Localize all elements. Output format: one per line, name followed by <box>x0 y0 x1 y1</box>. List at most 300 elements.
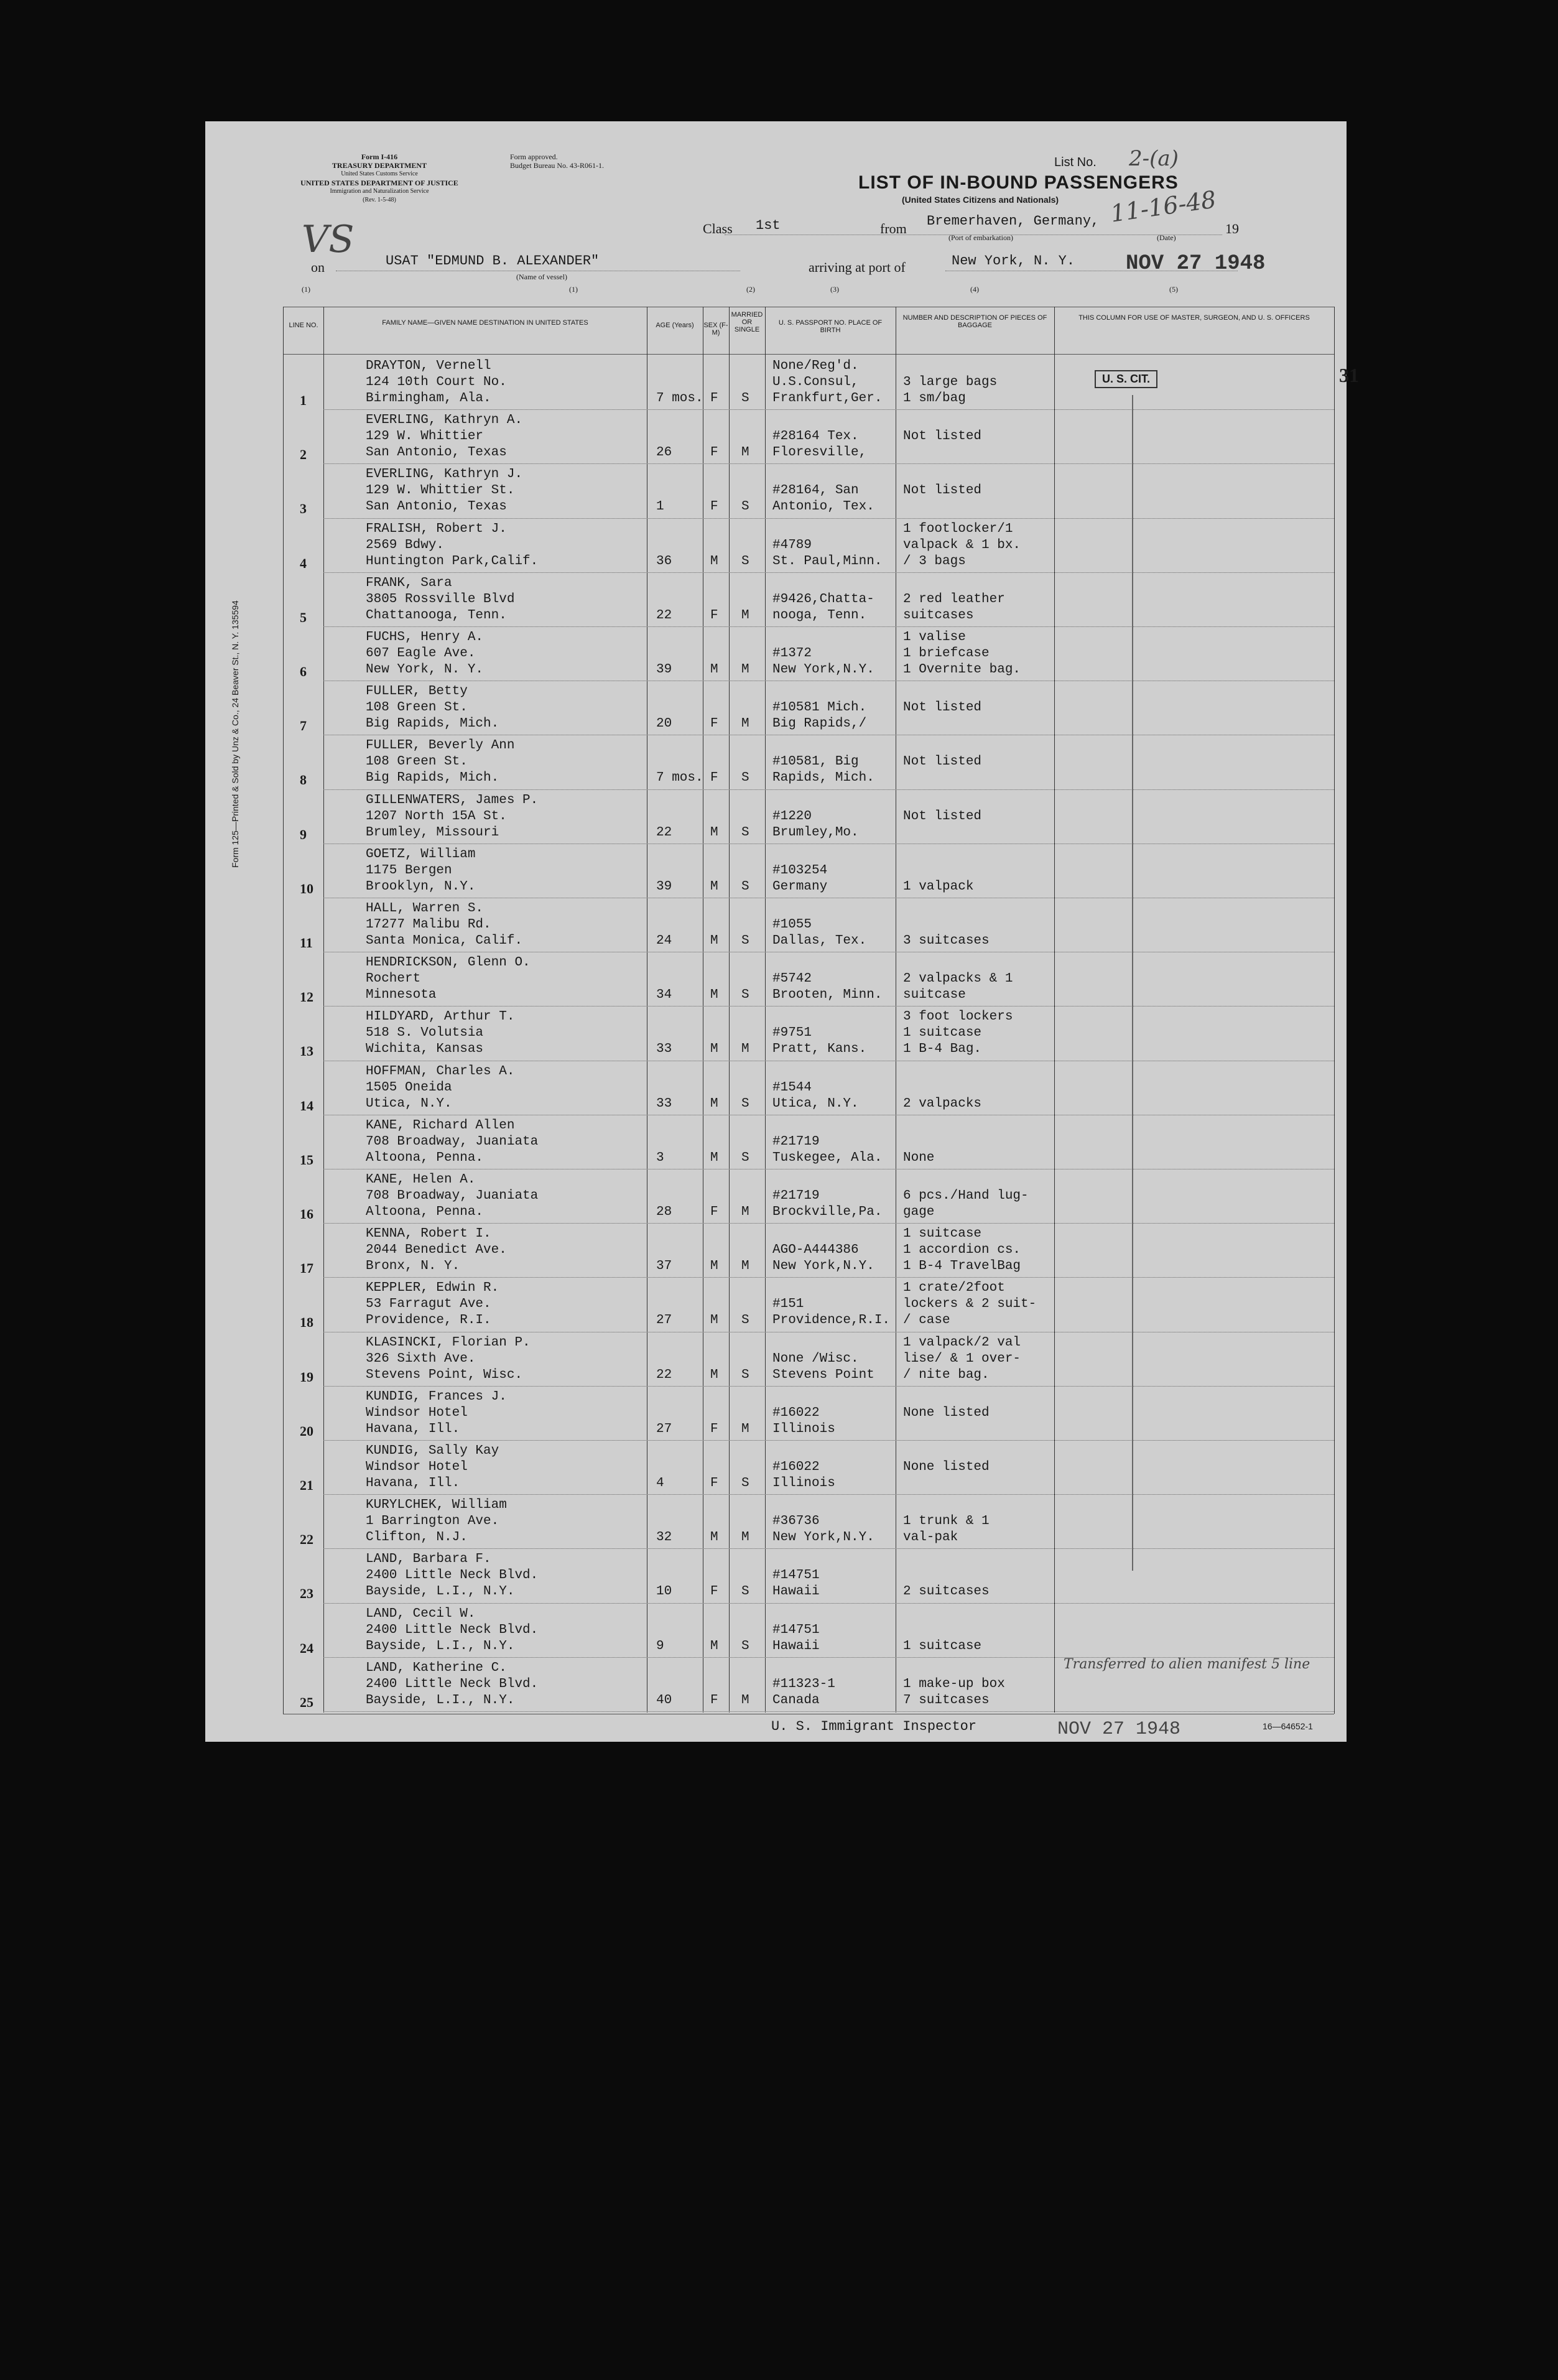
header-officers: THIS COLUMN FOR USE OF MASTER, SURGEON, AND U. S. OFFICERS <box>1078 314 1310 322</box>
baggage-line-3: 3 suitcases <box>903 934 990 948</box>
destination: Brooklyn, N.Y. <box>366 879 476 894</box>
street-address: 2044 Benedict Ave. <box>366 1243 507 1258</box>
line-number: 17 <box>300 1260 313 1276</box>
passport-number: #11323-1 <box>772 1676 835 1691</box>
age: 24 <box>656 934 672 948</box>
date-caption: (Date) <box>1157 233 1176 242</box>
marital-status: S <box>741 771 749 786</box>
passport-number: #16022 <box>772 1460 820 1474</box>
passenger-name: HALL, Warren S. <box>366 901 484 916</box>
passenger-name: KEPPLER, Edwin R. <box>366 1281 499 1296</box>
street-address: 53 Farragut Ave. <box>366 1297 491 1312</box>
line-number: 8 <box>300 772 307 788</box>
line-number: 15 <box>300 1151 313 1168</box>
passenger-name: FULLER, Betty <box>366 684 468 699</box>
place-of-birth: Germany <box>772 879 828 894</box>
age: 37 <box>656 1259 672 1274</box>
passenger-name: LAND, Barbara F. <box>366 1552 491 1567</box>
age: 40 <box>656 1693 672 1708</box>
line-number: 18 <box>300 1314 313 1331</box>
sex: F <box>710 391 718 406</box>
printer-credit: Form 125—Printed & Sold by Unz & Co., 24 Beaver St., N. Y. 135594 <box>230 600 240 868</box>
sex: M <box>710 554 718 569</box>
passenger-name: KUNDIG, Frances J. <box>366 1389 507 1404</box>
header-married: MARRIED OR SINGLE <box>731 311 763 333</box>
destination: New York, N. Y. <box>366 662 484 677</box>
passenger-name: GILLENWATERS, James P. <box>366 793 539 807</box>
sex: F <box>710 1476 718 1490</box>
revision: (Rev. 1-5-48) <box>363 197 396 203</box>
destination: Santa Monica, Calif. <box>366 934 523 948</box>
document-title: LIST OF IN-BOUND PASSENGERS <box>858 172 1179 193</box>
header-passport: U. S. PASSPORT NO. PLACE OF BIRTH <box>778 319 883 334</box>
baggage-line-3: 1 sm/bag <box>903 391 966 406</box>
baggage-line-1: 1 valise <box>903 630 966 644</box>
passport-number: #1220 <box>772 809 812 824</box>
passenger-name: FRANK, Sara <box>366 575 452 590</box>
line-number: 4 <box>300 555 307 571</box>
baggage-line-3: 2 valpacks <box>903 1096 982 1111</box>
place-of-birth: Pratt, Kans. <box>772 1042 867 1057</box>
table-row <box>323 1386 1334 1387</box>
street-address: 1207 North 15A St. <box>366 809 507 824</box>
budget-bureau: Budget Bureau No. 43-R061-1. <box>510 161 604 170</box>
marital-status: S <box>741 879 749 894</box>
marital-status: M <box>741 1259 749 1274</box>
line-number: 7 <box>300 718 307 734</box>
baggage-line-1: 1 suitcase <box>903 1227 982 1242</box>
passport-number: #28164, San <box>772 483 859 498</box>
baggage-line-2: 2 red leather <box>903 592 1005 607</box>
street-address: 326 Sixth Ave. <box>366 1351 476 1366</box>
marital-status: M <box>741 1693 749 1708</box>
table-row <box>323 1223 1334 1224</box>
sex: M <box>710 1259 718 1274</box>
col-num-4: (4) <box>970 285 979 294</box>
passenger-name: DRAYTON, Vernell <box>366 359 491 373</box>
baggage-line-2: 1 briefcase <box>903 646 990 661</box>
marital-status: S <box>741 1313 749 1328</box>
age: 4 <box>656 1476 664 1490</box>
place-of-birth: Providence,R.I. <box>772 1313 891 1328</box>
baggage-line-2: lockers & 2 suit- <box>903 1297 1037 1312</box>
destination: Bayside, L.I., N.Y. <box>366 1639 515 1653</box>
marital-status: S <box>741 825 749 840</box>
street-address: 124 10th Court No. <box>366 375 507 389</box>
col-num-1: (1) <box>302 285 310 294</box>
passport-number: #10581, Big <box>772 755 859 769</box>
baggage-line-2: 1 accordion cs. <box>903 1243 1021 1258</box>
line-number: 19 <box>300 1369 313 1385</box>
treasury-dept: TREASURY DEPARTMENT <box>332 161 427 170</box>
baggage-line-3: gage <box>903 1205 935 1219</box>
street-address: 2569 Bdwy. <box>366 537 445 552</box>
passenger-name: KURYLCHEK, William <box>366 1498 507 1513</box>
passport-number: #5742 <box>772 972 812 987</box>
age: 34 <box>656 988 672 1003</box>
baggage-line-2: 2 valpacks & 1 <box>903 972 1013 987</box>
age: 33 <box>656 1096 672 1111</box>
passenger-name: KLASINCKI, Florian P. <box>366 1335 531 1350</box>
sex: M <box>710 662 718 677</box>
document-subtitle: (United States Citizens and Nationals) <box>902 195 1059 205</box>
line-number: 24 <box>300 1640 313 1656</box>
place-of-birth: nooga, Tenn. <box>772 608 867 623</box>
vessel-name: USAT "EDMUND B. ALEXANDER" <box>386 253 600 269</box>
baggage-line-3: 1 B-4 Bag. <box>903 1042 982 1057</box>
sex: M <box>710 1530 718 1545</box>
baggage-line-2: 1 trunk & 1 <box>903 1514 990 1529</box>
street-address: Windsor Hotel <box>366 1460 468 1474</box>
street-address: 708 Broadway, Juaniata <box>366 1134 539 1149</box>
marital-status: S <box>741 988 749 1003</box>
destination: Chattanooga, Tenn. <box>366 608 507 623</box>
baggage-line-2: Not listed <box>903 429 982 444</box>
vessel-caption: (Name of vessel) <box>516 272 567 281</box>
line-number: 1 <box>300 393 307 408</box>
table-row <box>323 789 1334 790</box>
destination: Big Rapids, Mich. <box>366 717 499 732</box>
place-of-birth: Rapids, Mich. <box>772 771 874 786</box>
passenger-name: EVERLING, Kathryn J. <box>366 467 523 482</box>
page-number: 31 <box>1339 364 1359 386</box>
table-row <box>323 518 1334 519</box>
street-address: 108 Green St. <box>366 700 468 715</box>
destination: Big Rapids, Mich. <box>366 771 499 786</box>
inspector-label: U. S. Immigrant Inspector <box>771 1719 977 1734</box>
embark-port-value: Bremerhaven, Germany, <box>927 213 1100 229</box>
line-number: 13 <box>300 1043 313 1059</box>
passenger-name: KENNA, Robert I. <box>366 1227 491 1242</box>
sex: M <box>710 1367 718 1382</box>
sex: F <box>710 445 718 460</box>
passport-number: None /Wisc. <box>772 1351 859 1366</box>
place-of-birth: Brumley,Mo. <box>772 825 859 840</box>
from-label: from <box>880 221 907 236</box>
age: 22 <box>656 608 672 623</box>
line-number: 11 <box>300 935 313 951</box>
passport-number: #9426,Chatta- <box>772 592 874 607</box>
table-row <box>323 1277 1334 1278</box>
line-number: 14 <box>300 1097 313 1113</box>
place-of-birth: Antonio, Tex. <box>772 500 874 514</box>
col-num-2: (2) <box>746 285 755 294</box>
table-row <box>323 1548 1334 1549</box>
table-row <box>323 1494 1334 1495</box>
table-row <box>323 572 1334 573</box>
baggage-line-2: 1 make-up box <box>903 1676 1005 1691</box>
age: 20 <box>656 717 672 732</box>
marital-status: M <box>741 608 749 623</box>
transfer-annotation: Transferred to alien manifest 5 line <box>1064 1657 1310 1672</box>
street-address: 129 W. Whittier St. <box>366 483 515 498</box>
destination: Bayside, L.I., N.Y. <box>366 1584 515 1599</box>
age: 1 <box>656 500 664 514</box>
place-of-birth: Frankfurt,Ger. <box>772 391 883 406</box>
passport-number: #16022 <box>772 1405 820 1420</box>
sex: F <box>710 1421 718 1436</box>
passport-number: #36736 <box>772 1514 820 1529</box>
destination: Birmingham, Ala. <box>366 391 491 406</box>
table-row <box>323 1711 1334 1712</box>
passport-number: #1372 <box>772 646 812 661</box>
marital-status: S <box>741 1639 749 1653</box>
passport-number: #1055 <box>772 918 812 932</box>
class-value: 1st <box>756 218 781 233</box>
marital-status: S <box>741 1367 749 1382</box>
street-address: 1 Barrington Ave. <box>366 1514 499 1529</box>
destination: Minnesota <box>366 988 437 1003</box>
sex: M <box>710 1639 718 1653</box>
destination: Havana, Ill. <box>366 1476 460 1490</box>
print-number: 16—64652-1 <box>1263 1721 1313 1731</box>
sex: M <box>710 934 718 948</box>
form-info <box>299 152 460 205</box>
destination: Providence, R.I. <box>366 1313 491 1328</box>
line-number: 21 <box>300 1477 313 1493</box>
form-approved: Form approved. <box>510 152 558 161</box>
sex: M <box>710 1150 718 1165</box>
passenger-name: KANE, Richard Allen <box>366 1118 515 1133</box>
arrival-date-stamp: NOV 27 1948 <box>1126 252 1266 276</box>
sex: F <box>710 1205 718 1219</box>
street-address: 17277 Malibu Rd. <box>366 918 491 932</box>
sex: M <box>710 879 718 894</box>
baggage-line-3: 1 valpack <box>903 879 974 894</box>
street-address: 1175 Bergen <box>366 863 452 878</box>
destination: Altoona, Penna. <box>366 1205 484 1219</box>
approval-info <box>510 152 604 170</box>
destination: Altoona, Penna. <box>366 1150 484 1165</box>
place-of-birth: Dallas, Tex. <box>772 934 867 948</box>
baggage-line-3: 1 B-4 TravelBag <box>903 1259 1021 1274</box>
justice-dept: UNITED STATES DEPARTMENT OF JUSTICE <box>300 179 458 187</box>
passport-number: #151 <box>772 1297 804 1312</box>
baggage-line-3: 1 suitcase <box>903 1639 982 1653</box>
sex: F <box>710 608 718 623</box>
place-of-birth: Big Rapids,/ <box>772 717 867 732</box>
age: 10 <box>656 1584 672 1599</box>
destination: Clifton, N.J. <box>366 1530 468 1545</box>
passport-number: #21719 <box>772 1134 820 1149</box>
place-of-birth: Brockville,Pa. <box>772 1205 883 1219</box>
street-address: 708 Broadway, Juaniata <box>366 1189 539 1203</box>
passport-number: #103254 <box>772 863 828 878</box>
passport-number: #4789 <box>772 537 812 552</box>
baggage-line-2: Not listed <box>903 755 982 769</box>
on-label: on <box>311 259 325 275</box>
passenger-name: FRALISH, Robert J. <box>366 521 507 536</box>
street-address: 518 S. Volutsia <box>366 1026 484 1041</box>
line-number: 25 <box>300 1694 313 1710</box>
sex: F <box>710 1584 718 1599</box>
passenger-name: FULLER, Beverly Ann <box>366 738 515 753</box>
baggage-line-3: None <box>903 1150 935 1165</box>
place-of-birth: Hawaii <box>772 1584 820 1599</box>
passenger-name: LAND, Katherine C. <box>366 1660 507 1675</box>
col-num-1b: (1) <box>569 285 578 294</box>
marital-status: M <box>741 1205 749 1219</box>
baggage-line-3: 2 suitcases <box>903 1584 990 1599</box>
marital-status: S <box>741 391 749 406</box>
baggage-line-1: 1 valpack/2 val <box>903 1335 1021 1350</box>
age: 36 <box>656 554 672 569</box>
marital-status: S <box>741 1476 749 1490</box>
baggage-line-3: 7 suitcases <box>903 1693 990 1708</box>
destination: Havana, Ill. <box>366 1421 460 1436</box>
arrival-port-value: New York, N. Y. <box>952 253 1075 269</box>
embark-date-value: 11-16-48 <box>1108 185 1218 228</box>
baggage-line-2: 3 large bags <box>903 375 998 389</box>
check-line <box>1132 395 1133 1571</box>
age: 26 <box>656 445 672 460</box>
baggage-line-2: None listed <box>903 1405 990 1420</box>
passenger-name: HENDRICKSON, Glenn O. <box>366 955 531 970</box>
place-of-birth: Hawaii <box>772 1639 820 1653</box>
street-address: 3805 Rossville Blvd <box>366 592 515 607</box>
header-bottom-rule <box>283 354 1334 355</box>
col-divider <box>283 307 284 1714</box>
marital-status: S <box>741 500 749 514</box>
sex: M <box>710 1042 718 1057</box>
street-address: Windsor Hotel <box>366 1405 468 1420</box>
line-number: 12 <box>300 989 313 1005</box>
line-number: 6 <box>300 664 307 679</box>
place-of-birth: New York,N.Y. <box>772 1530 874 1545</box>
baggage-line-2: Not listed <box>903 700 982 715</box>
passenger-name: EVERLING, Kathryn A. <box>366 413 523 428</box>
destination: Brumley, Missouri <box>366 825 499 840</box>
passenger-name: KANE, Helen A. <box>366 1173 476 1187</box>
destination: Bayside, L.I., N.Y. <box>366 1693 515 1708</box>
passenger-name: GOETZ, William <box>366 847 476 862</box>
list-no-label: List No. <box>1054 156 1097 169</box>
class-label: Class <box>703 221 733 236</box>
street-address: 129 W. Whittier <box>366 429 484 444</box>
destination: Wichita, Kansas <box>366 1042 484 1057</box>
marital-status: S <box>741 1096 749 1111</box>
age: 9 <box>656 1639 664 1653</box>
baggage-line-2: 1 suitcase <box>903 1026 982 1041</box>
age: 27 <box>656 1421 672 1436</box>
sex: M <box>710 988 718 1003</box>
marital-status: M <box>741 662 749 677</box>
place-of-birth: Stevens Point <box>772 1367 874 1382</box>
header-sex: SEX (F-M) <box>703 322 728 337</box>
place-of-birth: Illinois <box>772 1476 835 1490</box>
line-number: 22 <box>300 1532 313 1548</box>
age: 7 mos. <box>656 771 703 786</box>
col-divider <box>1334 307 1335 1714</box>
baggage-line-2: valpack & 1 bx. <box>903 537 1021 552</box>
age: 39 <box>656 879 672 894</box>
baggage-line-3: / nite bag. <box>903 1367 990 1382</box>
age: 27 <box>656 1313 672 1328</box>
marital-status: M <box>741 1421 749 1436</box>
passenger-name: HILDYARD, Arthur T. <box>366 1010 515 1025</box>
form-number: Form I-416 <box>361 152 398 161</box>
age: 32 <box>656 1530 672 1545</box>
baggage-line-1: 3 foot lockers <box>903 1010 1013 1025</box>
col-num-3: (3) <box>830 285 839 294</box>
sex: F <box>710 500 718 514</box>
street-address: 2400 Little Neck Blvd. <box>366 1568 539 1583</box>
destination: Huntington Park,Calif. <box>366 554 539 569</box>
line-number: 3 <box>300 501 307 517</box>
manifest-page <box>205 121 1359 1742</box>
marital-status: M <box>741 1530 749 1545</box>
passenger-name: HOFFMAN, Charles A. <box>366 1064 515 1079</box>
age: 39 <box>656 662 672 677</box>
age: 33 <box>656 1042 672 1057</box>
baggage-line-2: Not listed <box>903 809 982 824</box>
street-address: 2400 Little Neck Blvd. <box>366 1622 539 1637</box>
place-of-birth: New York,N.Y. <box>772 1259 874 1274</box>
passport-number: #1544 <box>772 1080 812 1095</box>
baggage-line-3: val-pak <box>903 1530 958 1545</box>
list-no-value: 2-(a) <box>1129 146 1179 171</box>
baggage-line-3: / 3 bags <box>903 554 966 569</box>
col-num-5: (5) <box>1169 285 1178 294</box>
vs-mark: VS <box>302 218 355 261</box>
passport-number: #10581 Mich. <box>772 700 867 715</box>
place-of-birth: New York,N.Y. <box>772 662 874 677</box>
passenger-name: LAND, Cecil W. <box>366 1606 476 1621</box>
line-number: 5 <box>300 609 307 625</box>
baggage-line-1: 1 footlocker/1 <box>903 521 1013 536</box>
marital-status: S <box>741 934 749 948</box>
baggage-line-2: 6 pcs./Hand lug- <box>903 1189 1029 1203</box>
marital-status: S <box>741 554 749 569</box>
sex: M <box>710 825 718 840</box>
destination: San Antonio, Texas <box>366 500 507 514</box>
passport-number: #28164 Tex. <box>772 429 859 444</box>
baggage-line-2: lise/ & 1 over- <box>903 1351 1021 1366</box>
us-citizen-stamp: U. S. CIT. <box>1095 370 1157 388</box>
marital-status: M <box>741 445 749 460</box>
age: 7 mos. <box>656 391 703 406</box>
passenger-name: FUCHS, Henry A. <box>366 630 484 644</box>
line-number: 2 <box>300 447 307 463</box>
marital-status: S <box>741 1584 749 1599</box>
passport-number: #9751 <box>772 1026 812 1041</box>
table-row <box>323 463 1334 464</box>
age: 22 <box>656 825 672 840</box>
line-number: 16 <box>300 1206 313 1222</box>
destination: San Antonio, Texas <box>366 445 507 460</box>
header-name: FAMILY NAME—GIVEN NAME DESTINATION IN UNITED STATES <box>382 319 588 327</box>
place-of-birth: Utica, N.Y. <box>772 1096 859 1111</box>
destination: Stevens Point, Wisc. <box>366 1367 523 1382</box>
line-number: 20 <box>300 1423 313 1439</box>
baggage-line-3: / case <box>903 1313 950 1328</box>
street-address: 607 Eagle Ave. <box>366 646 476 661</box>
age: 22 <box>656 1367 672 1382</box>
baggage-line-3: suitcases <box>903 608 974 623</box>
customs-service: United States Customs Service <box>341 170 418 177</box>
sex: F <box>710 717 718 732</box>
sex: F <box>710 1693 718 1708</box>
passport-number: #21719 <box>772 1189 820 1203</box>
arriving-label: arriving at port of <box>809 259 906 275</box>
passenger-name: KUNDIG, Sally Kay <box>366 1444 499 1458</box>
marital-status: S <box>741 1150 749 1165</box>
header-baggage: NUMBER AND DESCRIPTION OF PIECES OF BAGGAGE <box>902 314 1047 329</box>
age: 3 <box>656 1150 664 1165</box>
port-embark-caption: (Port of embarkation) <box>948 233 1013 242</box>
baggage-line-1: 1 crate/2foot <box>903 1281 1005 1296</box>
baggage-line-3: suitcase <box>903 988 966 1003</box>
